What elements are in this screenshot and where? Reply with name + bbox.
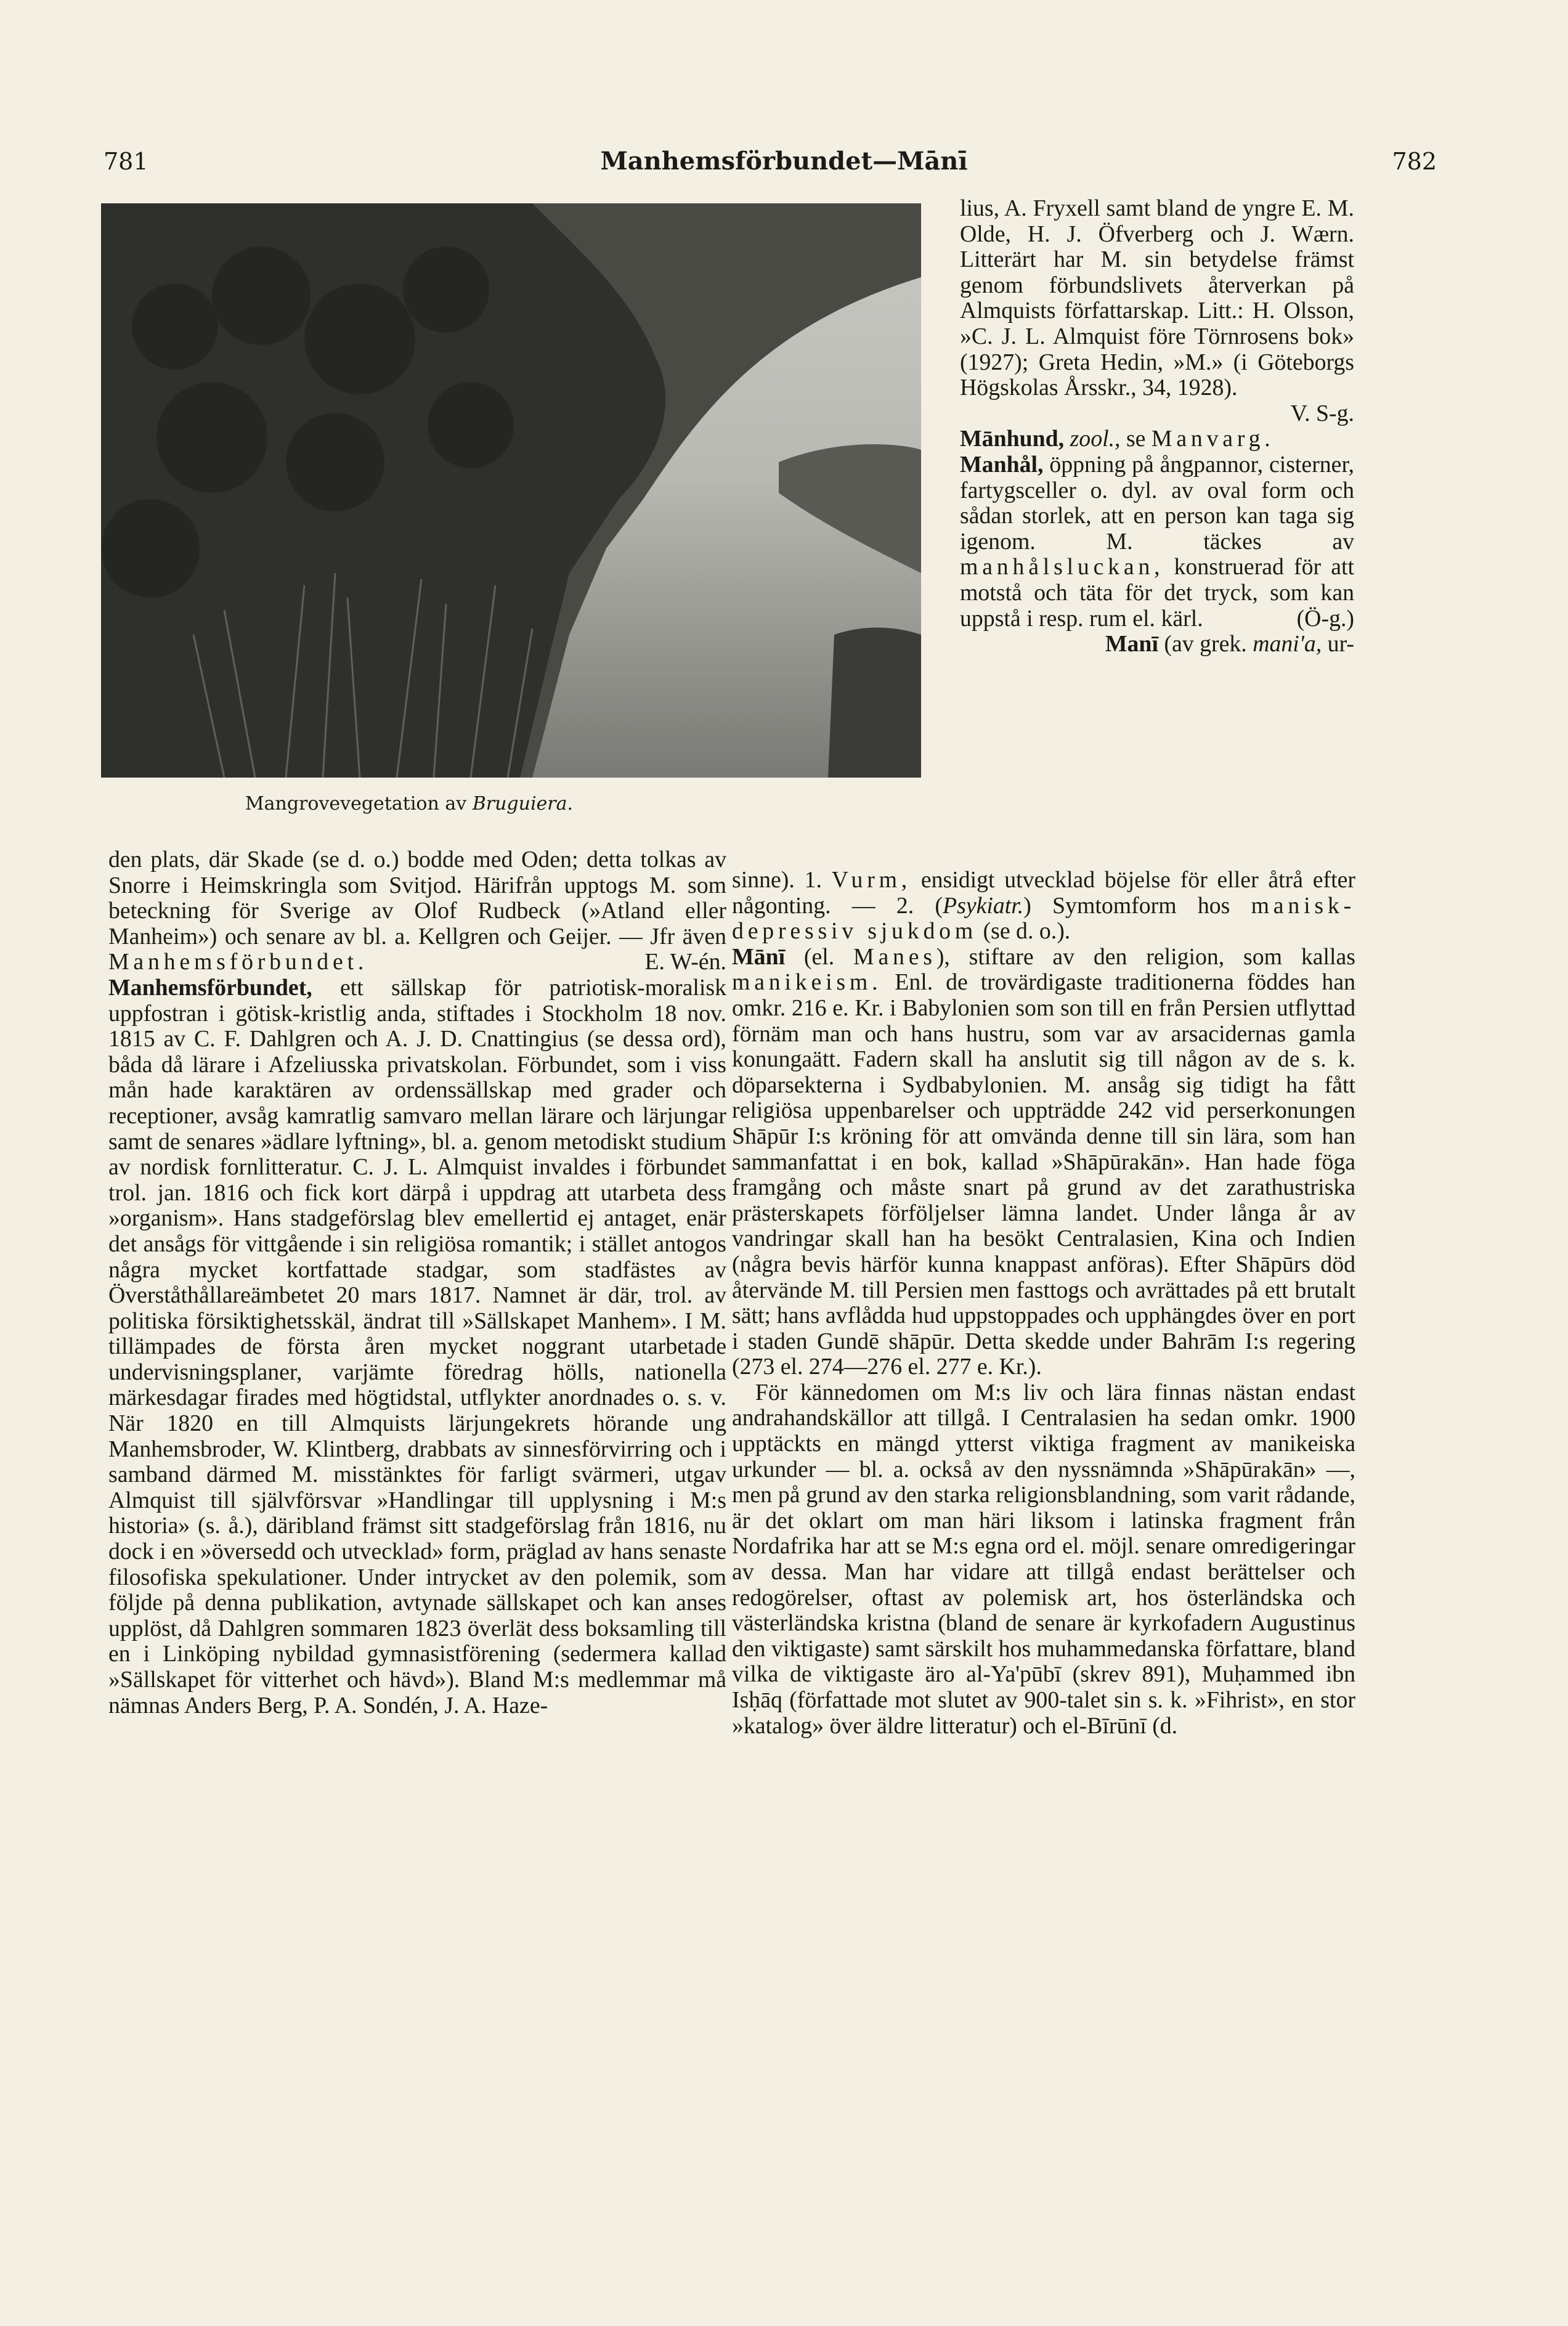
entry-text: öppning på ångpannor, cisterner, fartygsceller o. dyl. av oval form och sådan storlek, att en person kan taga sig igenom. M. täckes av (960, 451, 1354, 555)
entry-text: Enl. de trovärdigaste traditionerna föddes han omkr. 216 e. Kr. i Babylonien som son till en från Persien utflyttad förnäm man och hans hustru, som var av arsacidernas gamla konungaätt. Fadern skall ha anslutit sig till någon av de s. k. döparsekterna i Sydbabylonien. M. ansåg sig tidigt ha fått religiösa uppenbarelser och uppträdde 242 vid perserkonungen Shāpūr I:s kröning för att omvända denne till sin lära, som han sammanfattat i en bok, kallad »Shāpūrakān». Han hade föga framgång och måste snart på grund av det zarathustriska prästerskapets förföljelser lämna landet. Under långa år av vandringar skall han ha besökt Centralasien, Kina och Indien (några bevis härför kunna knappast anföras). Efter Shāpūrs död återvände M. till Persien men fasttogs och avrättades på ett brutalt sätt; hans avflådda hud uppstoppades och upphängdes över en port i staden Gundē shāpūr. Detta skedde under Bahrām I:s regering (273 el. 274—276 el. 277 e. Kr.). (732, 969, 1356, 1380)
signature: E. W-én. (644, 949, 726, 975)
entry-see: se (1126, 426, 1146, 452)
page-number-right: 782 (1392, 148, 1437, 175)
entry-text: ett sällskap för patriotisk-moralisk uppfostran i götisk-kristlig anda, stiftades i Stockholm 18 nov. 1815 av C. F. Dahlgren och A. J. D. Cnattingius (se dessa ord), båda då lärare i Afzeliusska privatskolan. Förbundet, som i viss mån hade karaktären av ordenssällskap med grader och receptioner, avsåg kamratlig samvaro mellan lärare och lärjungar samt de senares »ädlare lyftning», bl. a. genom metodiskt studium av nordisk fornlitteratur. C. J. L. Almquist invaldes i förbundet trol. jan. 1816 och fick kort därpå i uppdrag att utarbeta dess »organism». Hans stadgeförslag blev emellertid ej antaget, enär det ansågs för vittgående i sin religiösa romantik; i stället antogos några mycket kortfattade stadgar, som stadfästes av Överståthållareämbetet 20 mars 1817. Namnet är där, trol. av politiska försiktighetsskäl, ändrat till »Sällskapet Manhem». I M. tillämpades de första åren mycket noggrant utarbetade undervisningsplaner, varjämte föredrag hölls, nationella märkesdagar firades med högtidstal, utflykter anordnades o. s. v. När 1820 en till Almquists lärjungekrets hörande ung Manhemsbroder, W. Klintberg, drabbats av sinnesförvirring och i samband därmed M. misstänktes för farligt svärmeri, utgav Almquist till självförsvar »Handlingar till upplysning i M:s historia» (s. å.), däribland främst sitt stadgeförslag från 1816, nu dock i en »översedd och utvecklad» form, präglad av hans senaste filosofiska spekulationer. Under intrycket av den polemik, som följde på denna publikation, avtynade sällskapet och kan anses upplöst, då Dahlgren sommaren 1823 överlät dess boksamling till en i Linköping nybildad gymnasistförening (sedermera kallad »Sällskapet för vitterhet och hävd»). Bland M:s medlemmar må nämnas Anders Berg, P. A. Sondén, J. A. Haze- (108, 974, 726, 1718)
entry-head: Mānī (732, 943, 786, 970)
caption-species: Bruguiera. (472, 793, 574, 815)
entry-mani-start (960, 632, 1354, 657)
entry-ref: Manvarg. (1151, 426, 1275, 452)
entry-text: (av grek. (1164, 631, 1247, 657)
entry-text: ur- (1327, 631, 1354, 657)
entry-text: ) Symtomform hos (1023, 892, 1230, 919)
signature: V. S-g. (1290, 400, 1354, 426)
entry-field: zool., (1070, 426, 1121, 452)
entry-manhal (960, 452, 1354, 632)
figure-caption (101, 793, 717, 815)
entry-spaced: Vurm, (831, 867, 912, 893)
entry-greek: mani'a, (1253, 631, 1322, 657)
entry-text: ), stiftare av den religion, som kallas (936, 943, 1355, 970)
page-number-left: 781 (104, 148, 148, 175)
entry-mani-sources (732, 1380, 1355, 1739)
entry-head: Manhemsförbundet, (108, 974, 312, 1001)
signature: (Ö-g.) (1296, 605, 1354, 632)
left-column (108, 847, 726, 1718)
entry-text: ensidigt utvecklad böjelse för eller åtrå efter någonting. — 2. ( (732, 867, 1356, 919)
entry-text: konstruerad för att motstå och täta för det tryck, som kan uppstå i resp. rum el. kärl. (960, 554, 1354, 632)
entry-head: Manhål, (960, 451, 1044, 478)
continuation-text: lius, A. Fryxell samt bland de yngre E. M. Olde, H. J. Öfverberg och J. Wærn. Litterärt har M. sin betydelse främst genom förbundslivets återverkan på Almquists författarskap. Litt.: H. Olsson, »C. J. L. Almquist före Törnrosens bok» (1927); Greta Hedin, »M.» (i Göteborgs Högskolas Årsskr., 34, 1928). (960, 195, 1354, 401)
entry-head: Manī (1105, 631, 1158, 657)
entry-text: den plats, där Skade (se d. o.) bodde med Oden; detta tolkas av Snorre i Heimskringla som Svitjod. Härifrån upptogs M. som beteckning för Sverige av Olof Rudbeck (»Atland eller Manheim») och senare av bl. a. Kellgren och Geijer. — Jfr även (108, 847, 726, 950)
entry-manhem-end (108, 847, 726, 975)
entry-text: (se d. o.). (983, 918, 1071, 945)
right-column-top (960, 196, 1354, 657)
entry-spaced: manikeism. (732, 969, 882, 996)
entry-manhemsforbundet (108, 975, 726, 1718)
entry-field: Psykiatr. (943, 892, 1024, 919)
right-column (732, 868, 1355, 1739)
entry-mani-definition (732, 868, 1355, 945)
entry-head: Mānhund, (960, 426, 1065, 452)
entry-text: (el. (803, 943, 835, 970)
manhemsforbundet-continuation (960, 196, 1354, 426)
entry-spaced: manisk-depressiv sjukdom (732, 892, 1355, 945)
entry-text: sinne). 1. (732, 867, 822, 893)
entry-spaced: manhålsluckan, (960, 554, 1164, 580)
entry-spaced: Manhemsförbundet. (108, 949, 368, 975)
mangrove-illustration (101, 203, 921, 778)
entry-spaced: Manes (853, 943, 936, 970)
mangrove-photo (101, 203, 921, 778)
running-title: Manhemsförbundet—Mānī (600, 147, 968, 176)
entry-text: För kännedomen om M:s liv och lära finnas nästan endast andrahandskällor att tillgå. I Centralasien ha sedan omkr. 1900 upptäckts en mängd ytterst viktiga fragment av manikeiska urkunder — bl. a. också av den nyssnämnda »Shāpūrakān» —, men på grund av den starka religionsblandning, som varit rådande, är det oklart om man häri liksom i latinska fragment från Nordafrika har att se M:s egna ord el. möjl. senare omredigeringar av dessa. Man har vidare att tillgå endast berättelser och redogörelser, oftast av polemisk art, hos österländska och västerländska kristna (bland de senare är kyrkofadern Augustinus den viktigaste) samt särskilt hos muhammedanska författare, bland vilka de viktigaste äro al-Ya'pūbī (skrev 891), Muḥammed ibn Isḥāq (författade mot slutet av 900-talet sin s. k. »Fihrist», en stor »katalog» över äldre litteratur) och el-Bīrūnī (d. (732, 1379, 1355, 1739)
caption-prefix: Mangrovevegetation av (245, 793, 467, 815)
entry-mani-founder (732, 945, 1355, 1380)
entry-manhund (960, 426, 1354, 452)
